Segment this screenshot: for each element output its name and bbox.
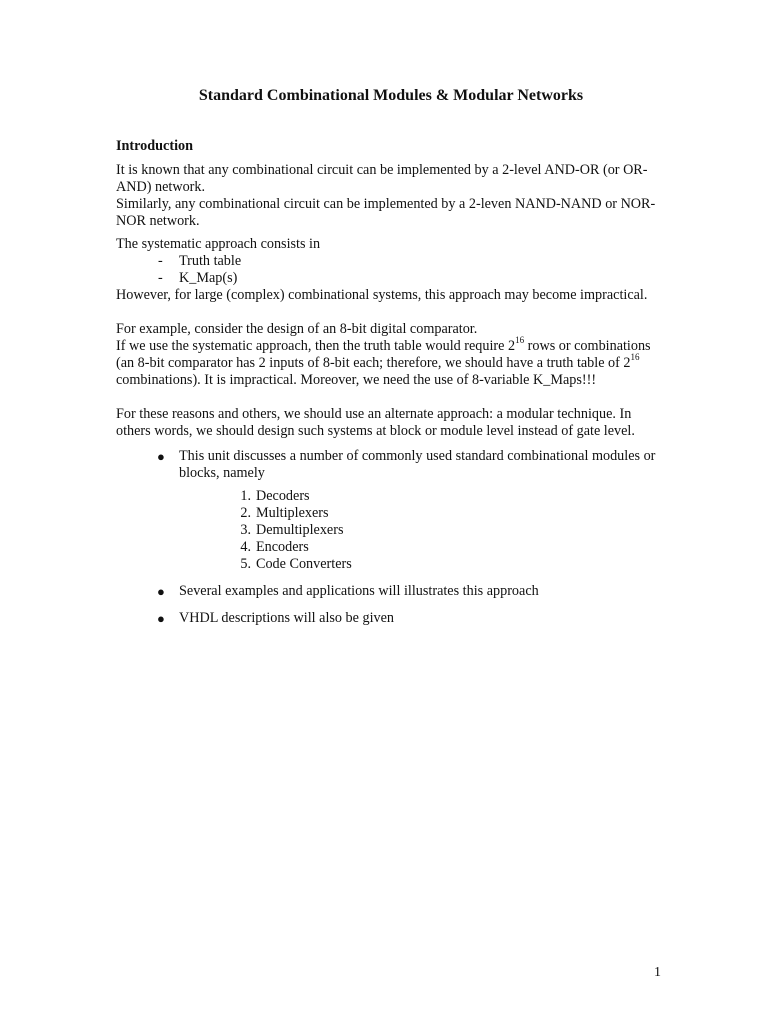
page-number: 1 bbox=[654, 965, 661, 980]
list-item-text: K_Map(s) bbox=[179, 270, 238, 286]
paragraph-comparator-example: For example, consider the design of an 8-bit digital comparator. bbox=[116, 321, 478, 337]
bullet-item bbox=[116, 610, 661, 627]
list-item-text: Encoders bbox=[256, 539, 309, 555]
paragraph-truth-table bbox=[116, 335, 661, 389]
bullet-item bbox=[116, 583, 661, 600]
bullet-item bbox=[116, 448, 661, 573]
bullet-dot-icon: ● bbox=[157, 584, 165, 599]
list-item: 2. Multiplexers bbox=[240, 505, 329, 521]
list-item-text: Multiplexers bbox=[256, 505, 329, 521]
bullet-dot-icon: ● bbox=[157, 611, 165, 626]
list-item: 5. Code Converters bbox=[240, 556, 352, 572]
list-item-text: Truth table bbox=[179, 253, 242, 269]
approach-list bbox=[116, 253, 661, 287]
dash-bullet: - bbox=[158, 253, 163, 269]
introduction-heading: Introduction bbox=[116, 138, 193, 154]
text-run: rows or combinations (an 8-bit comparator has 2 inputs of 8-bit each; therefore, we should have a truth table of 2 bbox=[116, 338, 651, 371]
list-item bbox=[116, 270, 661, 287]
modules-list bbox=[179, 488, 661, 573]
paragraph-and-or: It is known that any combinational circuit can be implemented by a 2-level AND-OR (or OR-AND) network. bbox=[116, 162, 648, 195]
paragraph-systematic-approach: The systematic approach consists in bbox=[116, 236, 321, 252]
list-item: 4. Encoders bbox=[240, 539, 309, 555]
list-item-text: Demultiplexers bbox=[256, 522, 344, 538]
superscript: 16 bbox=[630, 352, 640, 363]
bullet-text: This unit discusses a number of commonly used standard combinational modules or blocks, namely bbox=[179, 448, 656, 481]
document-body bbox=[116, 138, 661, 627]
list-item: 1. Decoders bbox=[240, 488, 310, 504]
paragraph-nand-nand: Similarly, any combinational circuit can be implemented by a 2-leven NAND-NAND or NOR-NOR network. bbox=[116, 196, 656, 229]
paragraph-modular-technique: For these reasons and others, we should use an alternate approach: a modular technique. In others words, we should design such systems at block or module level instead of gate level. bbox=[116, 406, 635, 439]
bullet-text: VHDL descriptions will also be given bbox=[179, 610, 395, 626]
superscript: 16 bbox=[515, 335, 525, 346]
bullet-list bbox=[116, 448, 661, 627]
paragraph-impractical: However, for large (complex) combinational systems, this approach may become impractical. bbox=[116, 287, 648, 303]
document-title: Standard Combinational Modules & Modular Networks bbox=[198, 87, 584, 104]
bullet-dot-icon: ● bbox=[157, 449, 165, 464]
list-item: 3. Demultiplexers bbox=[240, 522, 344, 538]
list-item-text: Code Converters bbox=[256, 556, 352, 572]
bullet-text: Several examples and applications will illustrates this approach bbox=[179, 583, 539, 599]
list-item-text: Decoders bbox=[256, 488, 310, 504]
dash-bullet: - bbox=[158, 270, 163, 286]
text-run: If we use the systematic approach, then the truth table would require 2 bbox=[116, 338, 516, 354]
list-item bbox=[116, 253, 661, 270]
text-run: combinations). It is impractical. Moreover, we need the use of 8-variable K_Maps!!! bbox=[116, 372, 597, 388]
